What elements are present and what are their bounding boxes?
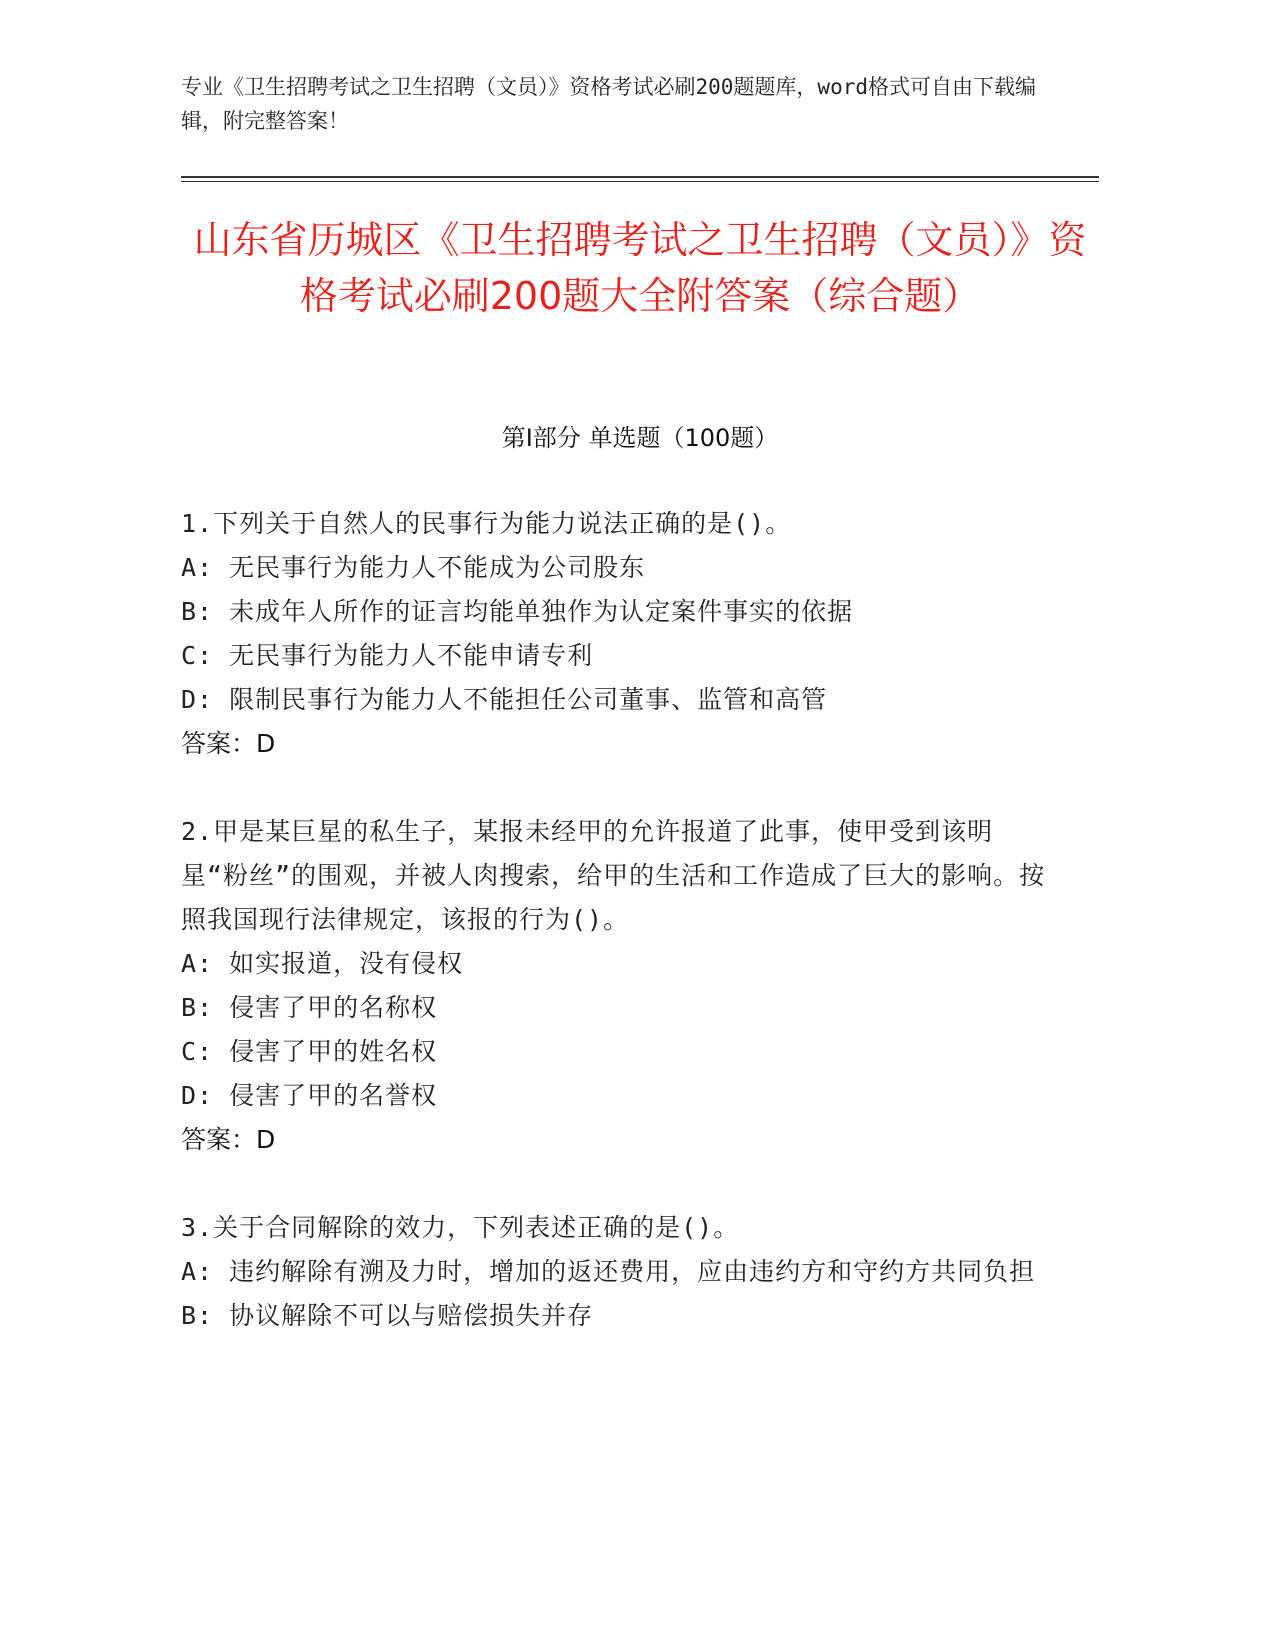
question-list bbox=[181, 502, 1061, 1382]
header-divider-thin bbox=[181, 181, 1099, 182]
question-stem: 2.甲是某巨星的私生子，某报未经甲的允许报道了此事，使甲受到该明星“粉丝”的围观，并被人肉搜索，给甲的生活和工作造成了巨大的影响。按照我国现行法律规定，该报的行为()。 bbox=[181, 817, 1046, 934]
option-b: B: 侵害了甲的名称权 bbox=[181, 993, 438, 1022]
question-2 bbox=[181, 810, 1061, 1162]
option-b: B: 协议解除不可以与赔偿损失并存 bbox=[181, 1301, 594, 1330]
option-c: C: 侵害了甲的姓名权 bbox=[181, 1037, 438, 1066]
option-a: A: 违约解除有溯及力时，增加的返还费用，应由违约方和守约方共同负担 bbox=[181, 1257, 1036, 1286]
option-c: C: 无民事行为能力人不能申请专利 bbox=[181, 641, 594, 670]
option-a: A: 如实报道，没有侵权 bbox=[181, 949, 464, 978]
option-b: B: 未成年人所作的证言均能单独作为认定案件事实的依据 bbox=[181, 597, 854, 626]
question-stem: 3.关于合同解除的效力，下列表述正确的是()。 bbox=[181, 1213, 740, 1242]
document-title: 山东省历城区《卫生招聘考试之卫生招聘（文员）》资格考试必刷200题大全附答案（综合题） bbox=[193, 218, 1087, 318]
option-a: A: 无民事行为能力人不能成为公司股东 bbox=[181, 553, 646, 582]
question-1 bbox=[181, 502, 1061, 766]
option-d: D: 限制民事行为能力人不能担任公司董事、监管和高管 bbox=[181, 685, 828, 714]
header-note: 专业《卫生招聘考试之卫生招聘（文员）》资格考试必刷200题题库，word格式可自由下载编辑，附完整答案！ bbox=[181, 75, 1036, 133]
header-divider-thick bbox=[181, 176, 1099, 178]
question-3 bbox=[181, 1206, 1061, 1338]
answer: 答案：D bbox=[181, 729, 276, 758]
answer: 答案：D bbox=[181, 1125, 276, 1154]
option-d: D: 侵害了甲的名誉权 bbox=[181, 1081, 438, 1110]
section-title: 第I部分 单选题（100题） bbox=[501, 424, 779, 452]
question-stem: 1.下列关于自然人的民事行为能力说法正确的是()。 bbox=[181, 509, 792, 538]
